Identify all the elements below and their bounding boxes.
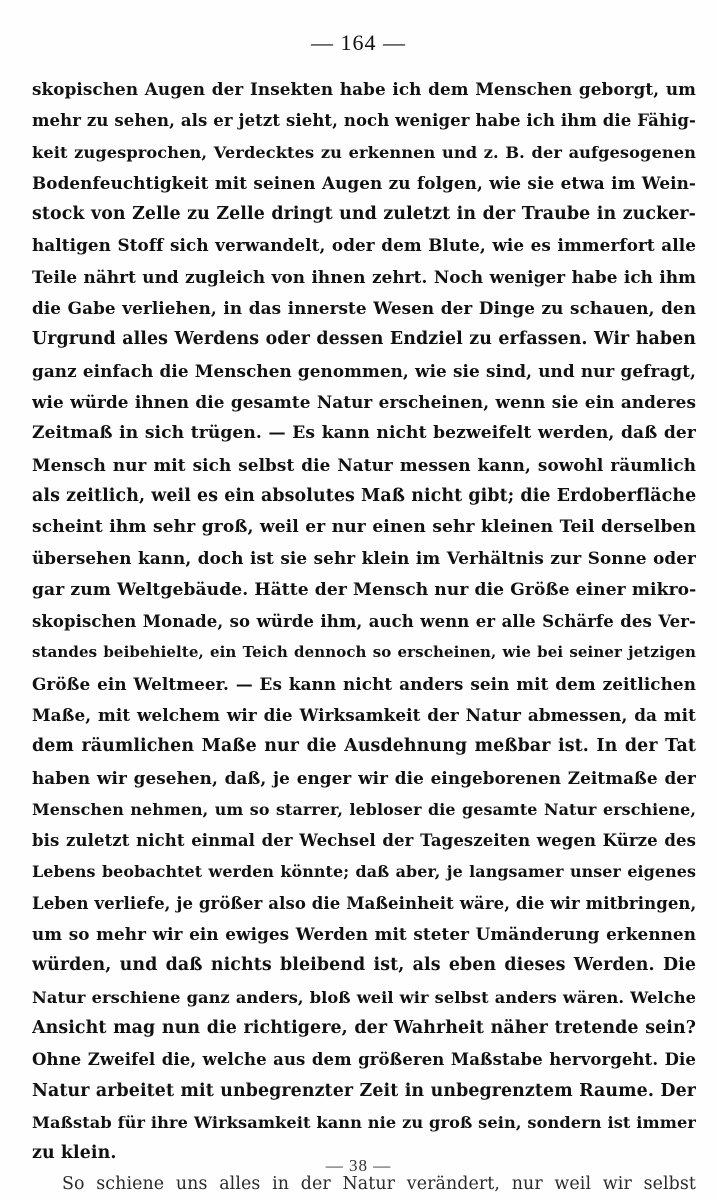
text-line: scheint ihm sehr groß, weil er nur einen sehr kleinen Teil derselben (32, 517, 696, 538)
text-line: Teile nährt und zugleich von ihnen zehrt. Noch weniger habe ich ihm (32, 266, 696, 287)
text-line: wie würde ihnen die gesamte Natur erscheinen, wenn sie ein anderes (32, 391, 696, 412)
text-line: Ansicht mag nun die richtigere, der Wahrheit näher tretende sein? (32, 1017, 696, 1038)
body-text (32, 74, 696, 1201)
text-line: Menschen nehmen, um so starrer, lebloser die gesamte Natur erschiene, (32, 799, 696, 819)
new-paragraph-line: So schiene uns alles in der Natur verändert, nur weil wir selbst (62, 1174, 696, 1195)
text-line: Leben verliefe, je größer also die Maßeinheit wäre, die wir mitbringen, (32, 893, 696, 913)
text-line: Ohne Zweifel die, welche aus dem größeren Maßstabe hervorgeht. Die (32, 1050, 696, 1070)
text-line: skopischen Augen der Insekten habe ich dem Menschen geborgt, um (32, 79, 696, 99)
text-line: dem räumlichen Maße nur die Ausdehnung meßbar ist. In der Tat (32, 736, 696, 757)
text-line: die Gabe verliehen, in das innerste Wesen der Dinge zu schauen, den (32, 298, 696, 319)
text-line: übersehen kann, doch ist sie sehr klein im Verhältnis zur Sonne oder (32, 548, 696, 569)
text-line: Größe ein Weltmeer. — Es kann nicht anders sein mit dem zeitlichen (32, 673, 696, 694)
text-line: gar zum Weltgebäude. Hätte der Mensch nur die Größe einer mikro- (32, 579, 696, 600)
paragraph-end-line: zu klein. (32, 1143, 117, 1164)
text-line: stock von Zelle zu Zelle dringt und zuletzt in der Traube in zucker- (32, 204, 696, 225)
text-line: standes beibehielte, ein Teich dennoch so erscheinen, wie bei seiner jetzigen (32, 643, 696, 662)
text-line: Natur arbeitet mit unbegrenzter Zeit in unbegrenztem Raume. Der (32, 1080, 696, 1101)
text-line: bis zuletzt nicht einmal der Wechsel der Tageszeiten wegen Kürze des (32, 831, 696, 851)
text-line: Mensch nur mit sich selbst die Natur messen kann, sowohl räumlich (32, 454, 696, 475)
text-line: haben wir gesehen, daß, je enger wir die eingeborenen Zeitmaße der (32, 767, 696, 788)
text-line: ganz einfach die Menschen genommen, wie sie sind, und nur gefragt, (32, 360, 696, 381)
text-line: Urgrund alles Werdens oder dessen Endziel zu erfassen. Wir haben (32, 329, 696, 350)
text-line: haltigen Stoff sich verwandelt, oder dem Blute, wie es immerfort alle (32, 235, 696, 256)
text-line: als zeitlich, weil es ein absolutes Maß nicht gibt; die Erdoberfläche (32, 485, 696, 506)
text-line: Zeitmaß in sich trügen. — Es kann nicht bezweifelt werden, daß der (32, 423, 696, 444)
text-line: Lebens beobachtet werden könnte; daß aber, je langsamer unser eigenes (32, 862, 696, 882)
text-line: würden, und daß nichts bleibend ist, als eben dieses Werden. Die (32, 955, 696, 976)
text-line: Natur erschiene ganz anders, bloß weil wir selbst anders wären. Welche (32, 987, 696, 1007)
text-line: keit zugesprochen, Verdecktes zu erkennen und z. B. der aufgesogenen (32, 142, 696, 162)
page-footer-number: — 38 — (325, 1156, 392, 1175)
text-line: mehr zu sehen, als er jetzt sieht, noch weniger habe ich ihm die Fähig- (32, 111, 696, 131)
text-line: skopischen Monade, so würde ihm, auch wenn er alle Schärfe des Ver- (32, 612, 696, 632)
text-line: um so mehr wir ein ewiges Werden mit steter Umänderung erkennen (32, 924, 696, 945)
text-line: Maße, mit welchem wir die Wirksamkeit der Natur abmessen, da mit (32, 704, 696, 725)
text-line: Maßstab für ihre Wirksamkeit kann nie zu groß sein, sondern ist immer (32, 1112, 696, 1132)
page-header-number: — 164 — (311, 30, 406, 55)
text-line: Bodenfeuchtigkeit mit seinen Augen zu folgen, wie sie etwa im Wein- (32, 172, 696, 193)
